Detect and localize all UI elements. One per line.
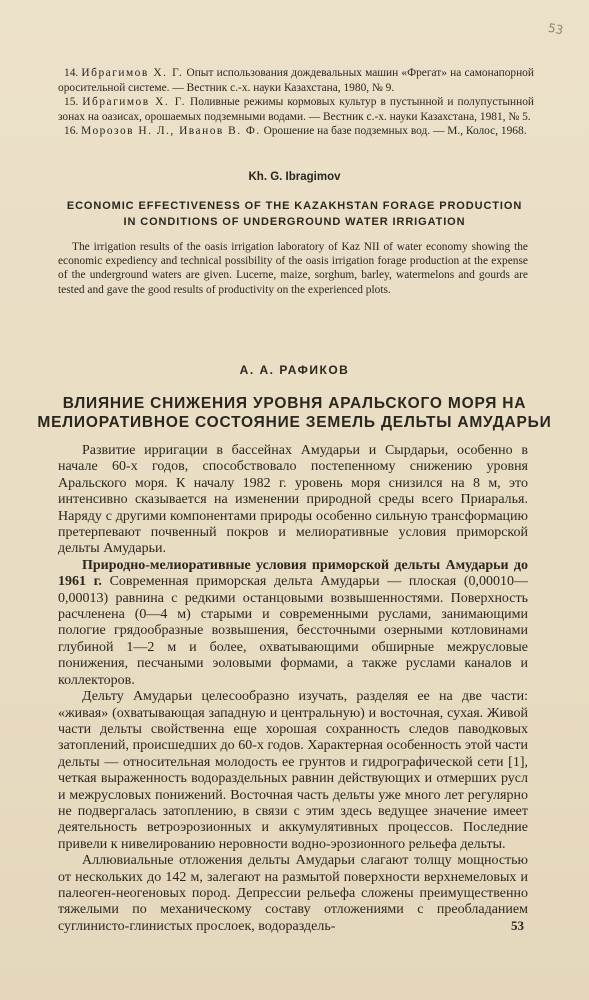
reference-author: Ибрагимов Х. Г. (82, 96, 186, 109)
reference-list (58, 66, 534, 139)
reference-item: 16. Морозов Н. Л., Иванов В. Ф. Орошение на базе подземных вод. — М., Колос, 1968. (64, 125, 527, 138)
body-paragraph: Развитие ирригации в бассейнах Амударьи и Сырдарьи, особенно в начале 60-х годов, способствовало постепенному снижению уровня Аральского моря. К началу 1982 г. уровень моря снизился на 8 м, это интенсивно сказывается на изменении природной среды всего Приаралья. Наряду с другими компонентами природы особенно сильную трансформацию претерпевают почвенный покров и мелиоративные условия приморской дельты Амударьи. (58, 443, 528, 557)
article-body (58, 443, 528, 935)
handwritten-page-note: 53 (546, 20, 565, 38)
english-title: ECONOMIC EFFECTIVENESS OF THE KAZAKHSTAN FORAGE PRODUCTION IN CONDITIONS OF UNDERGROUND WATER IRRIGATION (66, 200, 523, 228)
page-number: 53 (511, 918, 524, 933)
body-paragraph: Аллювиальные отложения дельты Амударьи слагают толщу мощностью от нескольких до 142 м, залегают на размытой поверхности верхнемеловых и палеоген-неогеновых пород. Депрессии рельефа сложены преимущественно тяжелыми по механическому составу отложениями с преобладанием суглинисто-глинистых прослоек, водораздель- (58, 853, 528, 934)
section-heading: Природно-мелиоративные условия приморской дельты Амударьи до 1961 г. (58, 557, 528, 590)
body-paragraph: Дельту Амударьи целесообразно изучать, разделяя ее на две части: «живая» (охватывающая западную и центральную) и восточная, сухая. Живой части дельты свойственна еще хорошая сохранность следов паводковых затоплений, происшедших до 60-х годов. Характерная особенность этой части дельты — относительная молодость ее грунтов и гидрографической сети [1], четкая выраженность водораздельных равнин действующих и отмерших русл и межрусловых понижений. Восточная часть дельты уже много лет регулярно не подвергалась затоплению, в связи с этим здесь ведущее значение имеет деятельность ветроэрозионных и аккумулятивных процессов. Последние привели к нивелированию неровности водно-эрозионного рельефа дельты. (58, 689, 528, 852)
reference-text: Орошение на базе подземных вод. — М., Колос, 1968. (263, 125, 527, 138)
reference-text: Опыт использования дождевальных машин «Фрегат» на самонапорной оросительной системе. — Вестник с.-х. науки Казахстана, 1980, № 9. (58, 67, 534, 94)
body-paragraph: Природно-мелиоративные условия приморской дельты Амударьи до 1961 г. Современная приморская дельта Амударьи — плоская (0,00010—0,00013) равнина с редкими останцовыми возвышенностями. Поверхность расчленена (0—4 м) старыми и современными руслами, занимающими пологие грядообразные возвышения, бессточными озерными котловинами глубиной 1—2 м и более, охватывающими обширные межрусловые понижения, песчаными эоловыми формами, а также руслами каналов и коллекторов. (58, 557, 528, 688)
reference-author: Морозов Н. Л., Иванов В. Ф. (81, 125, 261, 138)
article-title: ВЛИЯНИЕ СНИЖЕНИЯ УРОВНЯ АРАЛЬСКОГО МОРЯ НА МЕЛИОРАТИВНОЕ СОСТОЯНИЕ ЗЕМЕЛЬ ДЕЛЬТЫ АМУДАРЬИ (37, 395, 552, 431)
english-author: Kh. G. Ibragimov (248, 171, 341, 183)
reference-author: Ибрагимов Х. Г. (81, 67, 184, 79)
english-abstract: The irrigation results of the oasis irrigation laboratory of Kaz NII of water economy showing the economic expediency and technical possibility of the oasis irrigation forage production at the expense of the underground waters are given. Lucerne, maize, sorghum, barley, watermelons and gourds are tested and gave the good results of productivity on the experienced plots. (58, 241, 528, 296)
reference-text: Поливные режимы кормовых культур в пустынной и полупустынной зонах на оазисах, орошаемых подземными водами. — Вестник с.-х. науки Казахстана, 1981, № 5. (58, 96, 534, 123)
reference-item: 15. Ибрагимов Х. Г. Поливные режимы кормовых культур в пустынной и полупустынной зонах на оазисах, орошаемых подземными водами. — Вестник с.-х. науки Казахстана, 1981, № 5. (58, 96, 534, 123)
article-author: А. А. РАФИКОВ (239, 363, 350, 377)
reference-item: 14. Ибрагимов Х. Г. Опыт использования дождевальных машин «Фрегат» на самонапорной оросительной системе. — Вестник с.-х. науки Казахстана, 1980, № 9. (58, 67, 534, 94)
